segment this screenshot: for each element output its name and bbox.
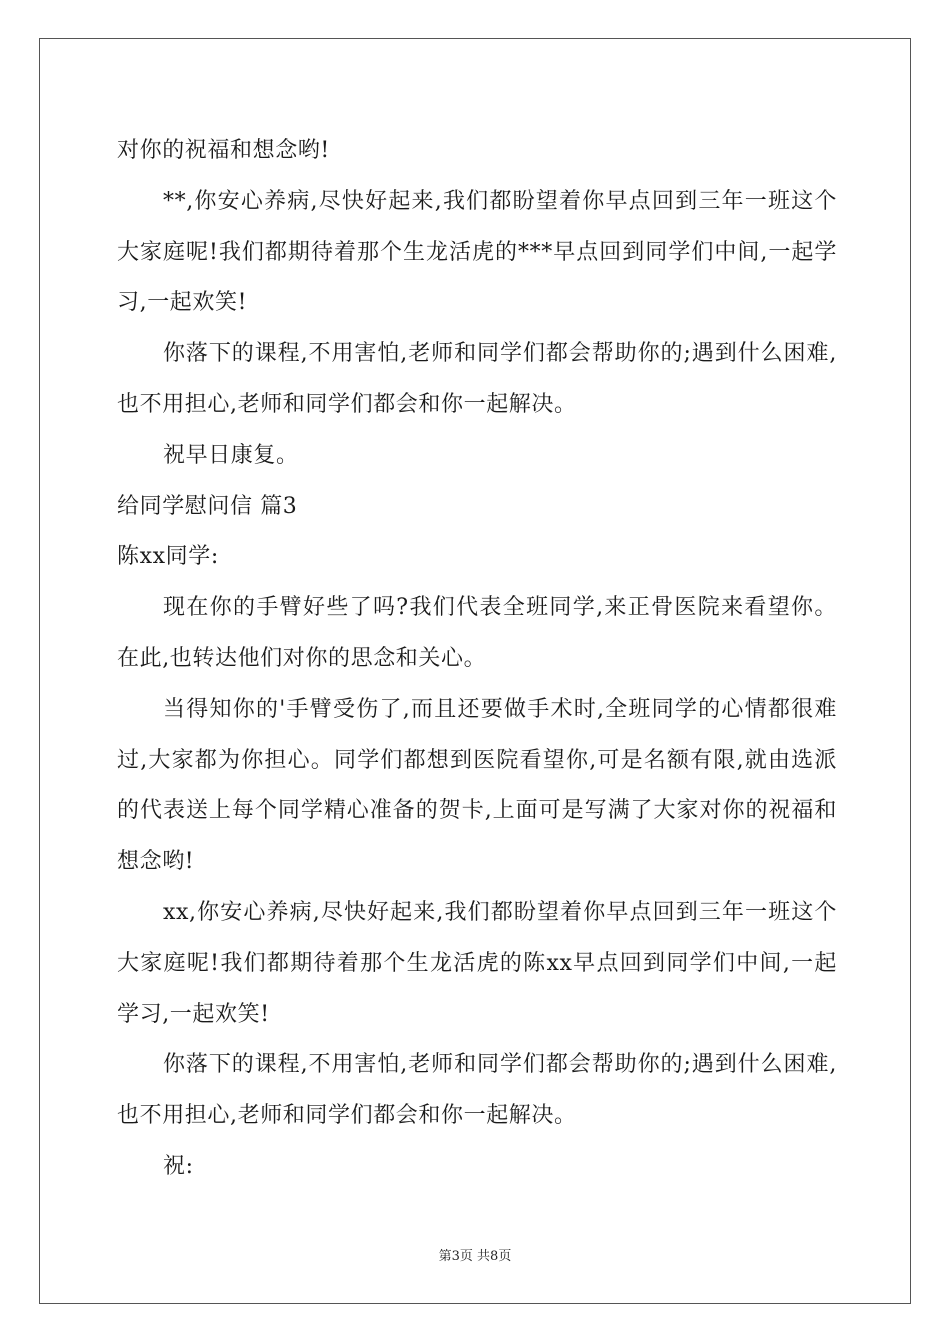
paragraph-10: 你落下的课程,不用害怕,老师和同学们都会帮助你的;遇到什么困难,也不用担心,老师和同学们都会和你一起解决。	[117, 1052, 837, 1129]
salutation: 陈xx同学:	[117, 544, 219, 570]
paragraph-9: xx,你安心养病,尽快好起来,我们都盼望着你早点回到三年一班这个大家庭呢!我们都期待着那个生龙活虎的陈xx早点回到同学们中间,一起学习,一起欢笑!	[117, 899, 837, 1027]
paragraph-2: **,你安心养病,尽快好起来,我们都盼望着你早点回到三年一班这个大家庭呢!我们都期待着那个生龙活虎的***早点回到同学们中间,一起学习,一起欢笑!	[117, 188, 837, 316]
section-heading: 给同学慰问信 篇3	[117, 493, 298, 519]
paragraph-3: 你落下的课程,不用害怕,老师和同学们都会帮助你的;遇到什么困难,也不用担心,老师和同学们都会和你一起解决。	[117, 341, 837, 417]
paragraph-4: 祝早日康复。	[163, 442, 299, 468]
closing-line: 祝:	[163, 1153, 194, 1179]
paragraph-1: 对你的祝福和想念哟!	[117, 138, 330, 163]
paragraph-7: 现在你的手臂好些了吗?我们代表全班同学,来正骨医院来看望你。在此,也转达他们对你的思念和关心。	[117, 595, 837, 671]
page-number: 第3页 共8页	[438, 1249, 512, 1264]
document-body	[117, 126, 837, 1193]
paragraph-8: 当得知你的'手臂受伤了,而且还要做手术时,全班同学的心情都很难过,大家都为你担心。同学们都想到医院看望你,可是名额有限,就由选派的代表送上每个同学精心准备的贺卡,上面可是写满了大家对你的祝福和想念哟!	[117, 696, 837, 875]
